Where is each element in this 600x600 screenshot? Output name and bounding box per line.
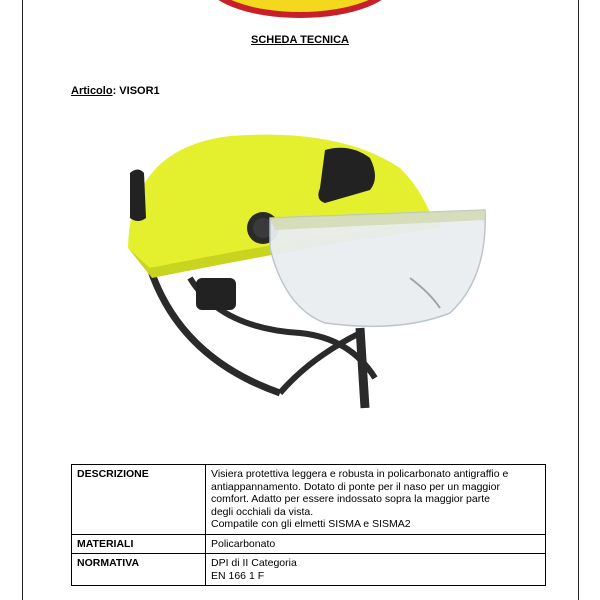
table-row bbox=[72, 554, 546, 586]
page-border-left bbox=[22, 0, 23, 600]
article-separator: : bbox=[112, 85, 117, 97]
description-line: Visiera protettiva leggera e robusta in policarbonato antigraffio e bbox=[211, 468, 509, 480]
table-row bbox=[72, 465, 546, 535]
company-logo bbox=[190, 0, 410, 20]
article-code: VISOR1 bbox=[119, 85, 160, 97]
spec-table bbox=[71, 464, 546, 586]
standard-line: DPI di II Categoria bbox=[211, 557, 297, 569]
standard-line: EN 166 1 F bbox=[211, 569, 265, 582]
article-label: Articolo bbox=[71, 85, 113, 97]
description-line: degli occhiali da vista. bbox=[211, 505, 314, 518]
materials-value: Policarbonato bbox=[206, 534, 546, 554]
standard-value bbox=[206, 554, 546, 586]
description-line: antiappannamento. Dotato di ponte per il naso per un maggior bbox=[211, 480, 500, 493]
description-line: Compatile con gli elmetti SISMA e SISMA2 bbox=[211, 518, 411, 530]
standard-label: NORMATIVA bbox=[72, 554, 206, 586]
table-row bbox=[72, 534, 546, 554]
description-line: comfort. Adatto per essere indossato sopra la maggior parte bbox=[211, 493, 490, 505]
description-value bbox=[206, 465, 546, 535]
page-border-right bbox=[578, 0, 579, 600]
page-title: SCHEDA TECNICA bbox=[251, 34, 349, 46]
helmet-visor-photo bbox=[110, 128, 500, 413]
materials-label: MATERIALI bbox=[72, 534, 206, 554]
article-line bbox=[71, 85, 160, 97]
description-label: DESCRIZIONE bbox=[72, 465, 206, 535]
